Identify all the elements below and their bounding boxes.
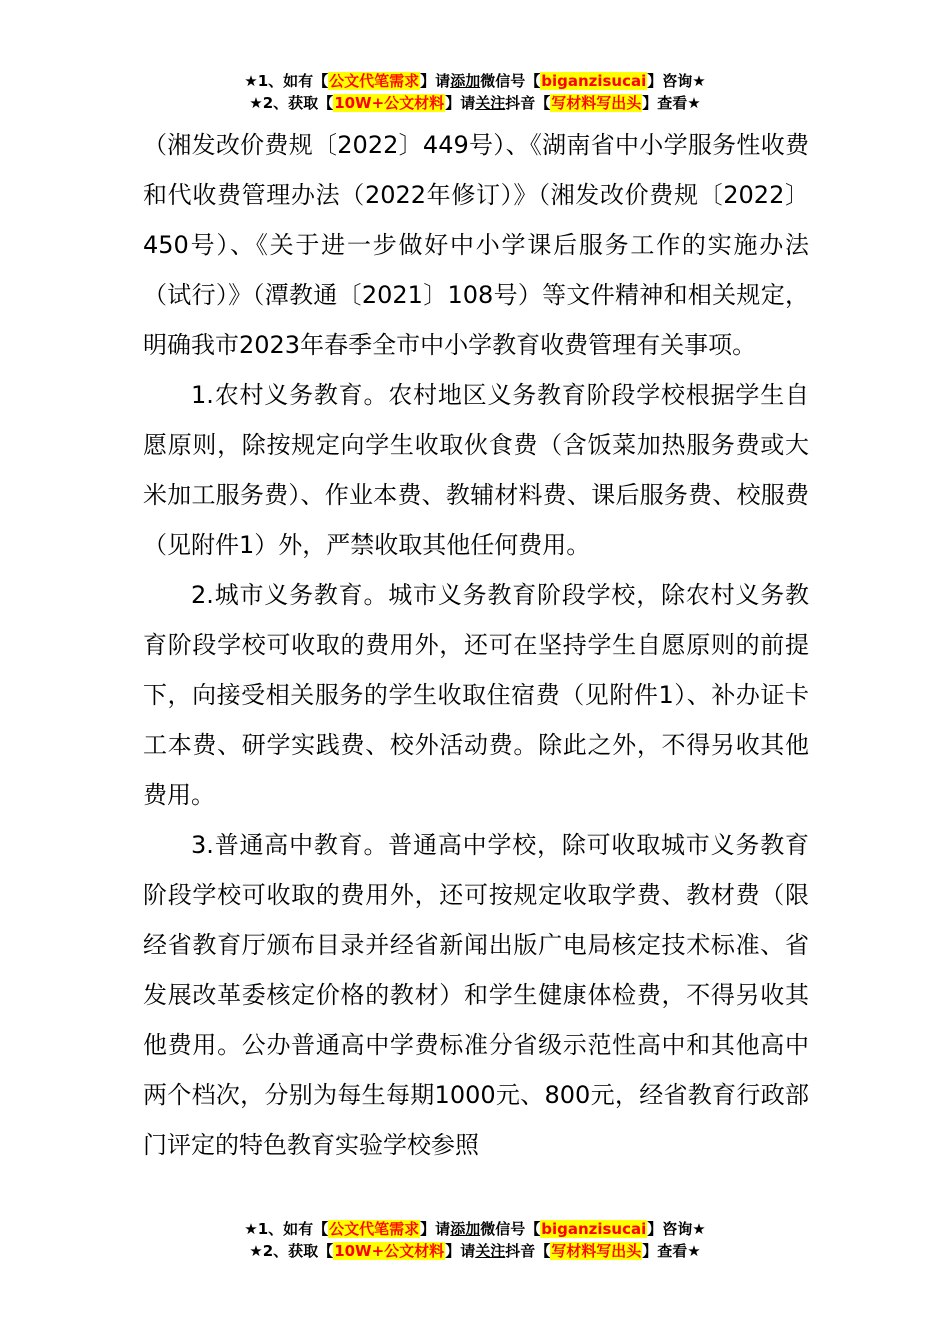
- banner-highlight: 公文代笔需求: [329, 72, 420, 90]
- banner-text: ★1、如有【: [244, 1220, 329, 1238]
- banner-line-1: [0, 70, 950, 92]
- banner-text: 微信号【: [480, 72, 541, 90]
- banner-underline: 添加: [450, 72, 481, 90]
- banner-text: 】咨询★: [647, 1220, 706, 1238]
- banner-text: 抖音【: [505, 1242, 551, 1260]
- banner-text: 微信号【: [480, 1220, 541, 1238]
- paragraph: 1.农村义务教育。农村地区义务教育阶段学校根据学生自愿原则，除按规定向学生收取伙食费（含饭菜加热服务费或大米加工服务费）、作业本费、教辅材料费、课后服务费、校服费（见附件1）外，严禁收取其他任何费用。: [143, 381, 809, 559]
- banner-text: ★2、获取【: [249, 94, 334, 112]
- document-body: [143, 120, 809, 1170]
- banner-text: 】请: [420, 1220, 451, 1238]
- paragraph: 2.城市义务教育。城市义务教育阶段学校，除农村义务教育阶段学校可收取的费用外，还可在坚持学生自愿原则的前提下，向接受相关服务的学生收取住宿费（见附件1）、补办证卡工本费、研学实践费、校外活动费。除此之外，不得另收其他费用。: [143, 581, 809, 809]
- banner-line-1: [0, 1218, 950, 1240]
- header-banner: [0, 70, 950, 114]
- banner-highlight: biganzisucai: [541, 1220, 647, 1238]
- banner-highlight: 写材料写出头: [551, 94, 642, 112]
- banner-text: 】查看★: [642, 94, 701, 112]
- banner-highlight: 公文代笔需求: [329, 1220, 420, 1238]
- banner-underline: 关注: [475, 94, 506, 112]
- banner-highlight: 10W+公文材料: [334, 94, 445, 112]
- banner-text: 】请: [420, 72, 451, 90]
- banner-text: 】咨询★: [647, 72, 706, 90]
- banner-text: ★2、获取【: [249, 1242, 334, 1260]
- banner-text: ★1、如有【: [244, 72, 329, 90]
- banner-underline: 添加: [450, 1220, 481, 1238]
- banner-line-2: [0, 1240, 950, 1262]
- banner-text: 】请: [445, 1242, 476, 1260]
- banner-text: 】查看★: [642, 1242, 701, 1260]
- footer-banner: [0, 1218, 950, 1262]
- paragraph: （湘发改价费规〔2022〕449号）、《湖南省中小学服务性收费和代收费管理办法（2022年修订）》（湘发改价费规〔2022〕450号）、《关于进一步做好中小学课后服务工作的实施办法（试行）》（潭教通〔2021〕108号）等文件精神和相关规定，明确我市2023年春季全市中小学教育收费管理有关事项。: [143, 131, 809, 359]
- banner-line-2: [0, 92, 950, 114]
- banner-highlight: biganzisucai: [541, 72, 647, 90]
- banner-highlight: 10W+公文材料: [334, 1242, 445, 1260]
- banner-highlight: 写材料写出头: [551, 1242, 642, 1260]
- banner-text: 抖音【: [505, 94, 551, 112]
- banner-text: 】请: [445, 94, 476, 112]
- paragraph: 3.普通高中教育。普通高中学校，除可收取城市义务教育阶段学校可收取的费用外，还可按规定收取学费、教材费（限经省教育厅颁布目录并经省新闻出版广电局核定技术标准、省发展改革委核定价格的教材）和学生健康体检费，不得另收其他费用。公办普通高中学费标准分省级示范性高中和其他高中两个档次，分别为每生每期1000元、800元，经省教育行政部门评定的特色教育实验学校参照: [143, 831, 809, 1159]
- banner-underline: 关注: [475, 1242, 506, 1260]
